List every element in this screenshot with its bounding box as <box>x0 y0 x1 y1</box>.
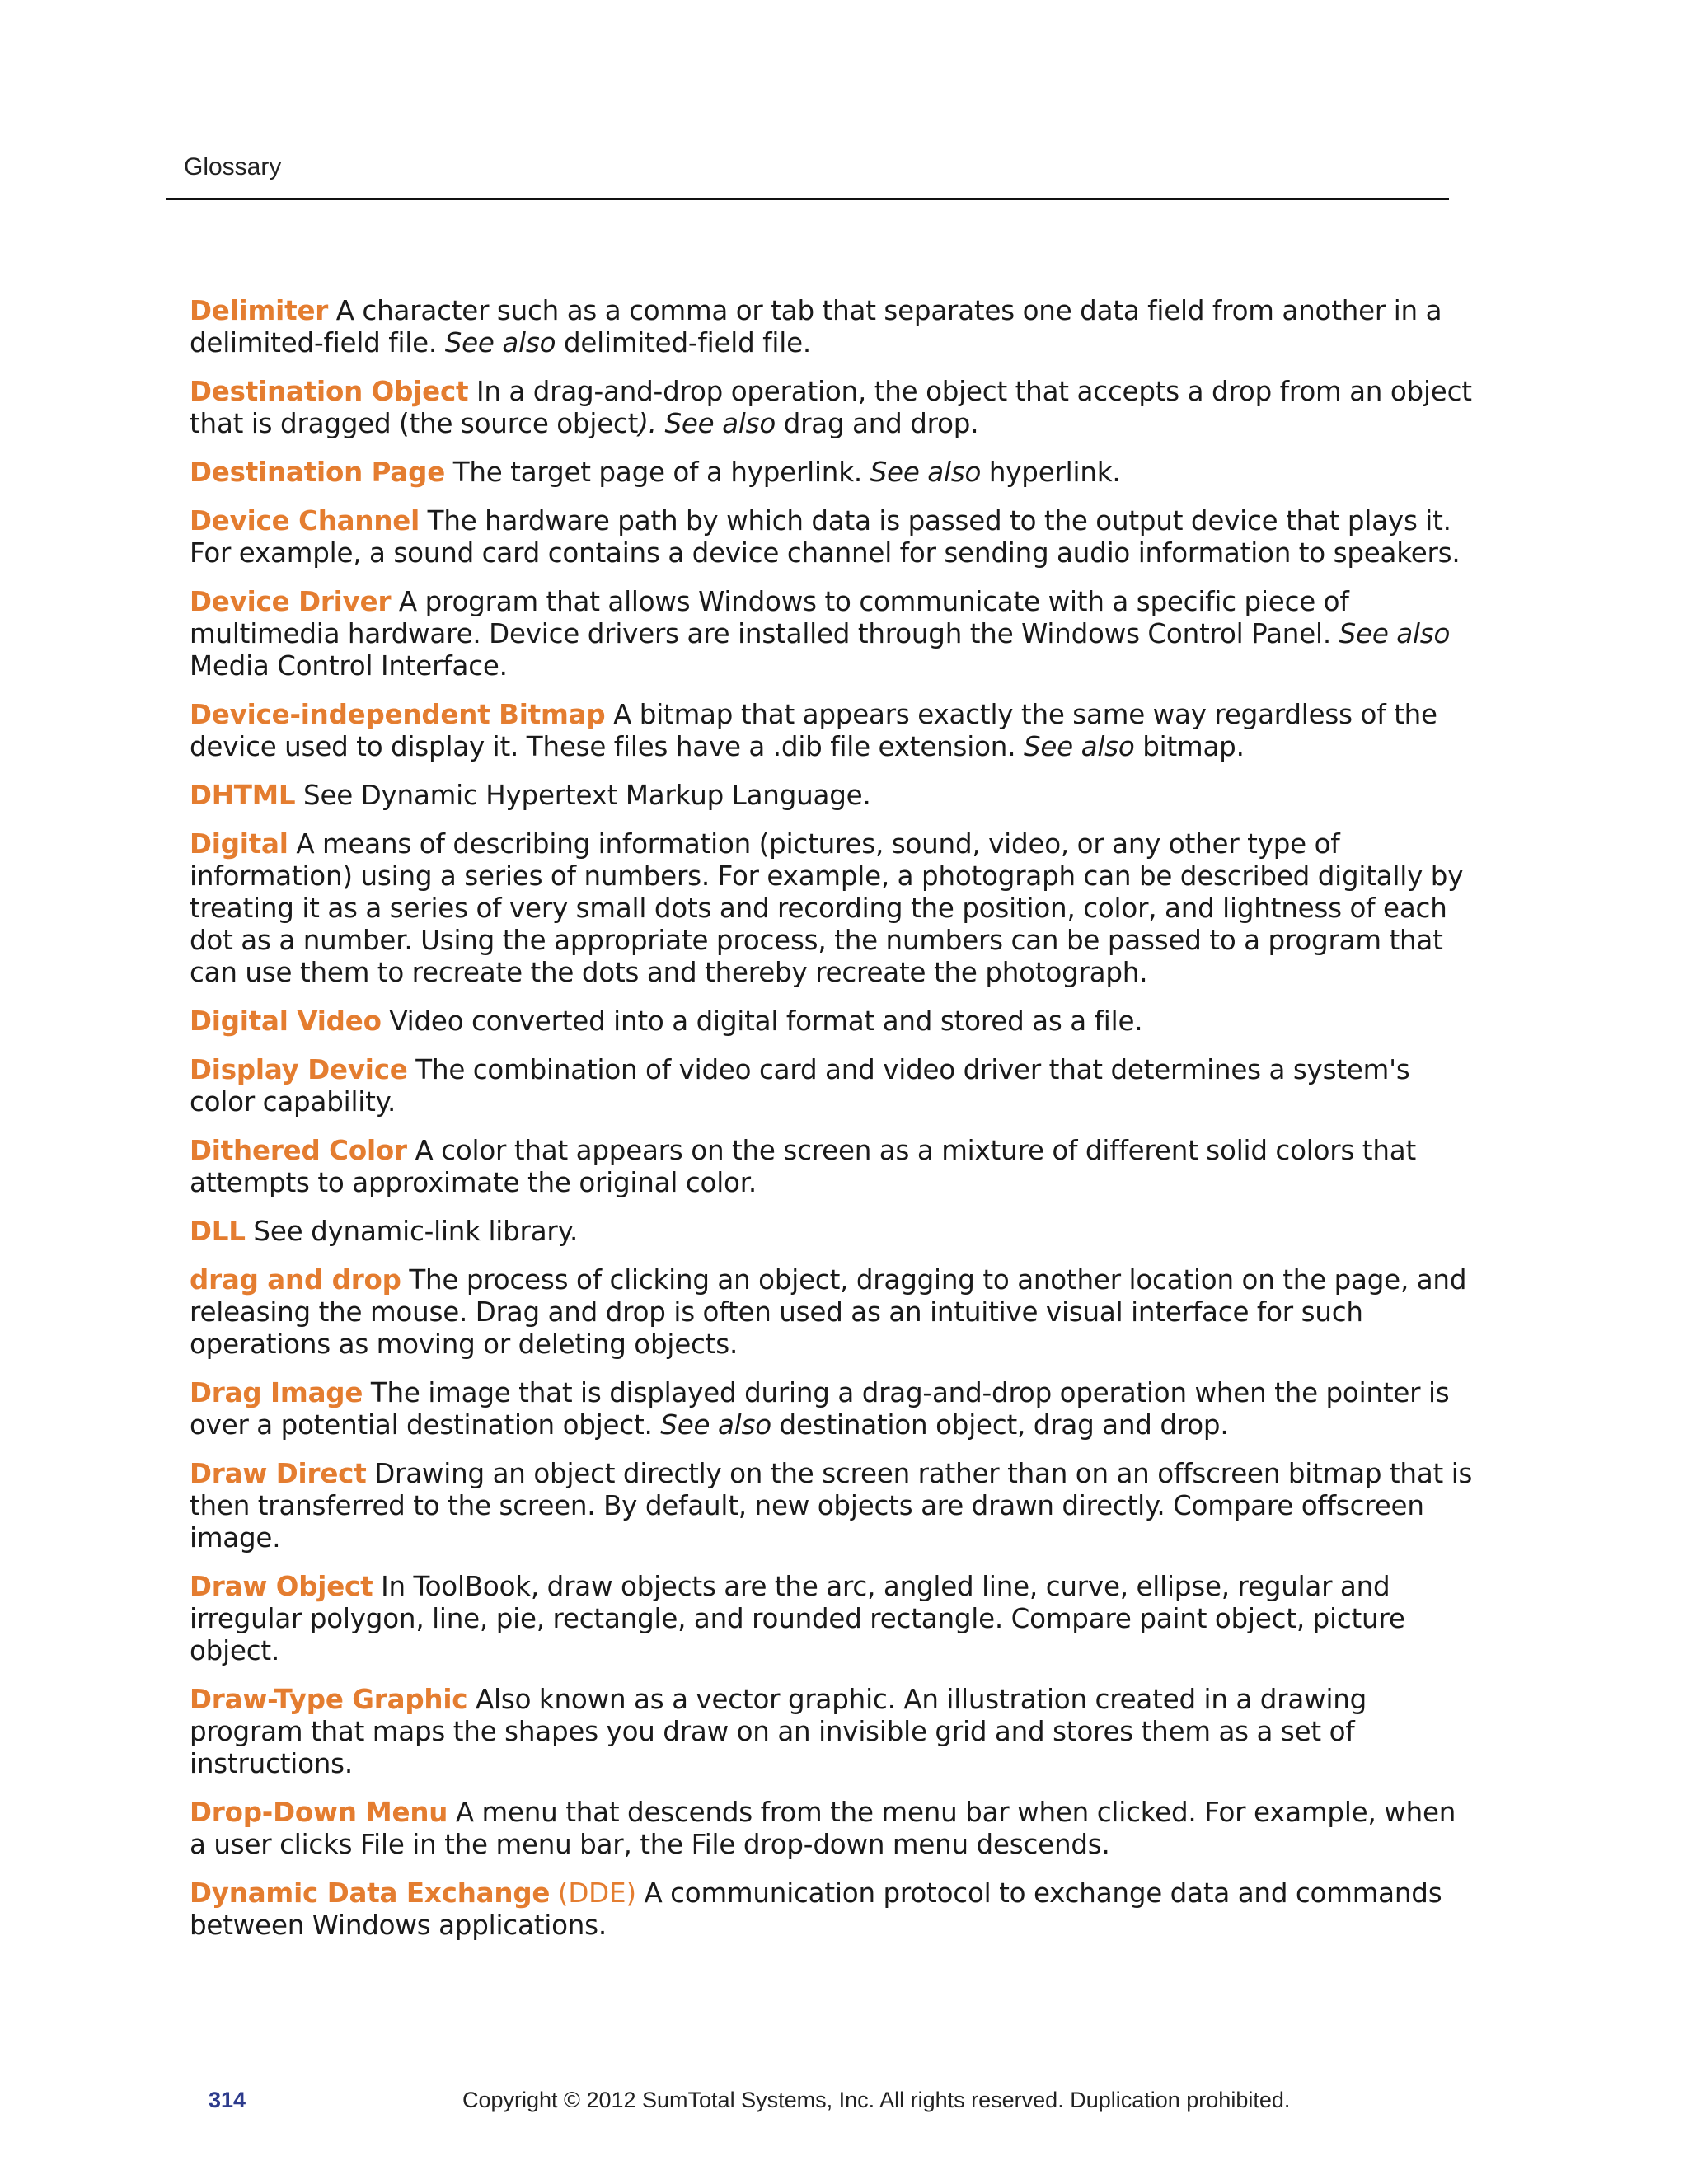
glossary-term: Drag Image <box>190 1377 363 1408</box>
glossary-term: DHTML <box>190 780 296 811</box>
glossary-definition-text: bitmap. <box>1134 731 1245 762</box>
glossary-entry <box>190 586 1475 682</box>
glossary-definition-text: See dynamic-link library. <box>245 1216 579 1247</box>
glossary-entry <box>190 1877 1475 1942</box>
glossary-entry <box>190 1797 1475 1861</box>
glossary-definition-text: A means of describing information (pictures, sound, video, or any other type of information) using a series of numbers. For example, a photograph can be described digitally by treating it as a series of very small dots and recording the position, color, and lightness of each dot as a number. Using the appropriate process, the numbers can be passed to a program that can use them to recreate the dots and thereby recreate the photograph. <box>190 828 1464 988</box>
glossary-entry <box>190 1135 1475 1199</box>
see-also-label: See also <box>1023 731 1135 762</box>
glossary-term: Digital <box>190 828 288 860</box>
glossary-definition-text: The image that is displayed during a drag-and-drop operation when the pointer is over a potential destination object. <box>190 1377 1450 1441</box>
glossary-term: drag and drop <box>190 1264 401 1296</box>
glossary-term: Draw Direct <box>190 1458 367 1489</box>
glossary-entry <box>190 505 1475 569</box>
glossary-term: Digital Video <box>190 1005 382 1037</box>
glossary-entry <box>190 780 1475 812</box>
glossary-term: Device Driver <box>190 586 392 617</box>
glossary-term-abbreviation: (DDE) <box>550 1877 636 1909</box>
glossary-term: Destination Object <box>190 376 469 407</box>
glossary-term: Dynamic Data Exchange <box>190 1877 551 1909</box>
glossary-definition-text: destination object, drag and drop. <box>771 1409 1229 1441</box>
header-rule <box>166 198 1449 200</box>
glossary-term: Drop-Down Menu <box>190 1797 448 1828</box>
glossary-term: Device-independent Bitmap <box>190 699 606 730</box>
glossary-term: Destination Page <box>190 457 446 488</box>
glossary-definition-text: The combination of video card and video driver that determines a system's color capability. <box>190 1054 1410 1118</box>
glossary-entry <box>190 1684 1475 1780</box>
copyright-notice: Copyright © 2012 SumTotal Systems, Inc. All rights reserved. Duplication prohibited. <box>462 2088 1291 2112</box>
glossary-entry <box>190 1571 1475 1667</box>
glossary-definition-text: A menu that descends from the menu bar when clicked. For example, when a user clicks File in the menu bar, the File drop-down menu descends. <box>190 1797 1456 1860</box>
see-also-label: See also <box>660 1409 771 1441</box>
glossary-entry <box>190 699 1475 763</box>
glossary-definition-text: A program that allows Windows to communicate with a specific piece of multimedia hardware. Device drivers are installed through the Windows Control Panel. <box>190 586 1349 649</box>
glossary-definition-text: hyperlink. <box>981 457 1121 488</box>
glossary-entry <box>190 1054 1475 1118</box>
glossary-term: Delimiter <box>190 295 329 326</box>
glossary-entry <box>190 457 1475 489</box>
glossary-definition-text: Drawing an object directly on the screen rather than on an offscreen bitmap that is then transferred to the screen. By default, new objects are drawn directly. Compare offscreen image. <box>190 1458 1473 1554</box>
glossary-term: Display Device <box>190 1054 408 1085</box>
glossary-entry <box>190 828 1475 989</box>
glossary-term: Device Channel <box>190 505 420 537</box>
glossary-definition-text: The hardware path by which data is passed to the output device that plays it. For example, a sound card contains a device channel for sending audio information to speakers. <box>190 505 1461 569</box>
glossary-entry <box>190 376 1475 440</box>
glossary-entry <box>190 1216 1475 1248</box>
glossary-definition-text: In a drag-and-drop operation, the object that accepts a drop from an object that is dragged (the source object <box>190 376 1472 439</box>
glossary-term: Dithered Color <box>190 1135 407 1166</box>
glossary-definition-text: Video converted into a digital format and stored as a file. <box>381 1005 1143 1037</box>
see-also-label: See also <box>1339 618 1451 649</box>
glossary-entry <box>190 1005 1475 1038</box>
see-also-label: ). See also <box>638 408 776 439</box>
glossary-definition-text: In ToolBook, draw objects are the arc, angled line, curve, ellipse, regular and irregular polygon, line, pie, rectangle, and rounded rectangle. Compare paint object, picture object. <box>190 1571 1405 1666</box>
glossary-entry <box>190 1458 1475 1554</box>
page-header-title: Glossary <box>184 153 282 180</box>
glossary-definition-text: A color that appears on the screen as a mixture of different solid colors that attempts to approximate the original color. <box>190 1135 1417 1198</box>
glossary-term: Draw Object <box>190 1571 373 1602</box>
glossary-list <box>190 295 1475 1958</box>
page-number: 314 <box>209 2088 246 2112</box>
glossary-definition-text: Media Control Interface. <box>190 650 508 682</box>
glossary-definition-text: A character such as a comma or tab that separates one data field from another in a delimited-field file. <box>190 295 1442 359</box>
glossary-definition-text: The process of clicking an object, dragging to another location on the page, and releasing the mouse. Drag and drop is often used as an intuitive visual interface for such operations as moving or deleting objects. <box>190 1264 1467 1360</box>
glossary-definition-text: See Dynamic Hypertext Markup Language. <box>295 780 871 811</box>
glossary-entry <box>190 1377 1475 1441</box>
glossary-term: Draw-Type Graphic <box>190 1684 468 1715</box>
glossary-entry <box>190 1264 1475 1361</box>
glossary-term: DLL <box>190 1216 246 1247</box>
glossary-definition-text: delimited-field file. <box>556 327 811 359</box>
glossary-definition-text: Also known as a vector graphic. An illustration created in a drawing program that maps the shapes you draw on an invisible grid and stores them as a set of instructions. <box>190 1684 1367 1779</box>
glossary-definition-text: drag and drop. <box>776 408 979 439</box>
see-also-label: See also <box>870 457 982 488</box>
glossary-definition-text: A communication protocol to exchange data and commands between Windows applications. <box>190 1877 1442 1941</box>
glossary-definition-text: The target page of a hyperlink. <box>445 457 870 488</box>
glossary-definition-text: A bitmap that appears exactly the same way regardless of the device used to display it. These files have a .dib file extension. <box>190 699 1437 762</box>
glossary-entry <box>190 295 1475 359</box>
see-also-label: See also <box>444 327 556 359</box>
